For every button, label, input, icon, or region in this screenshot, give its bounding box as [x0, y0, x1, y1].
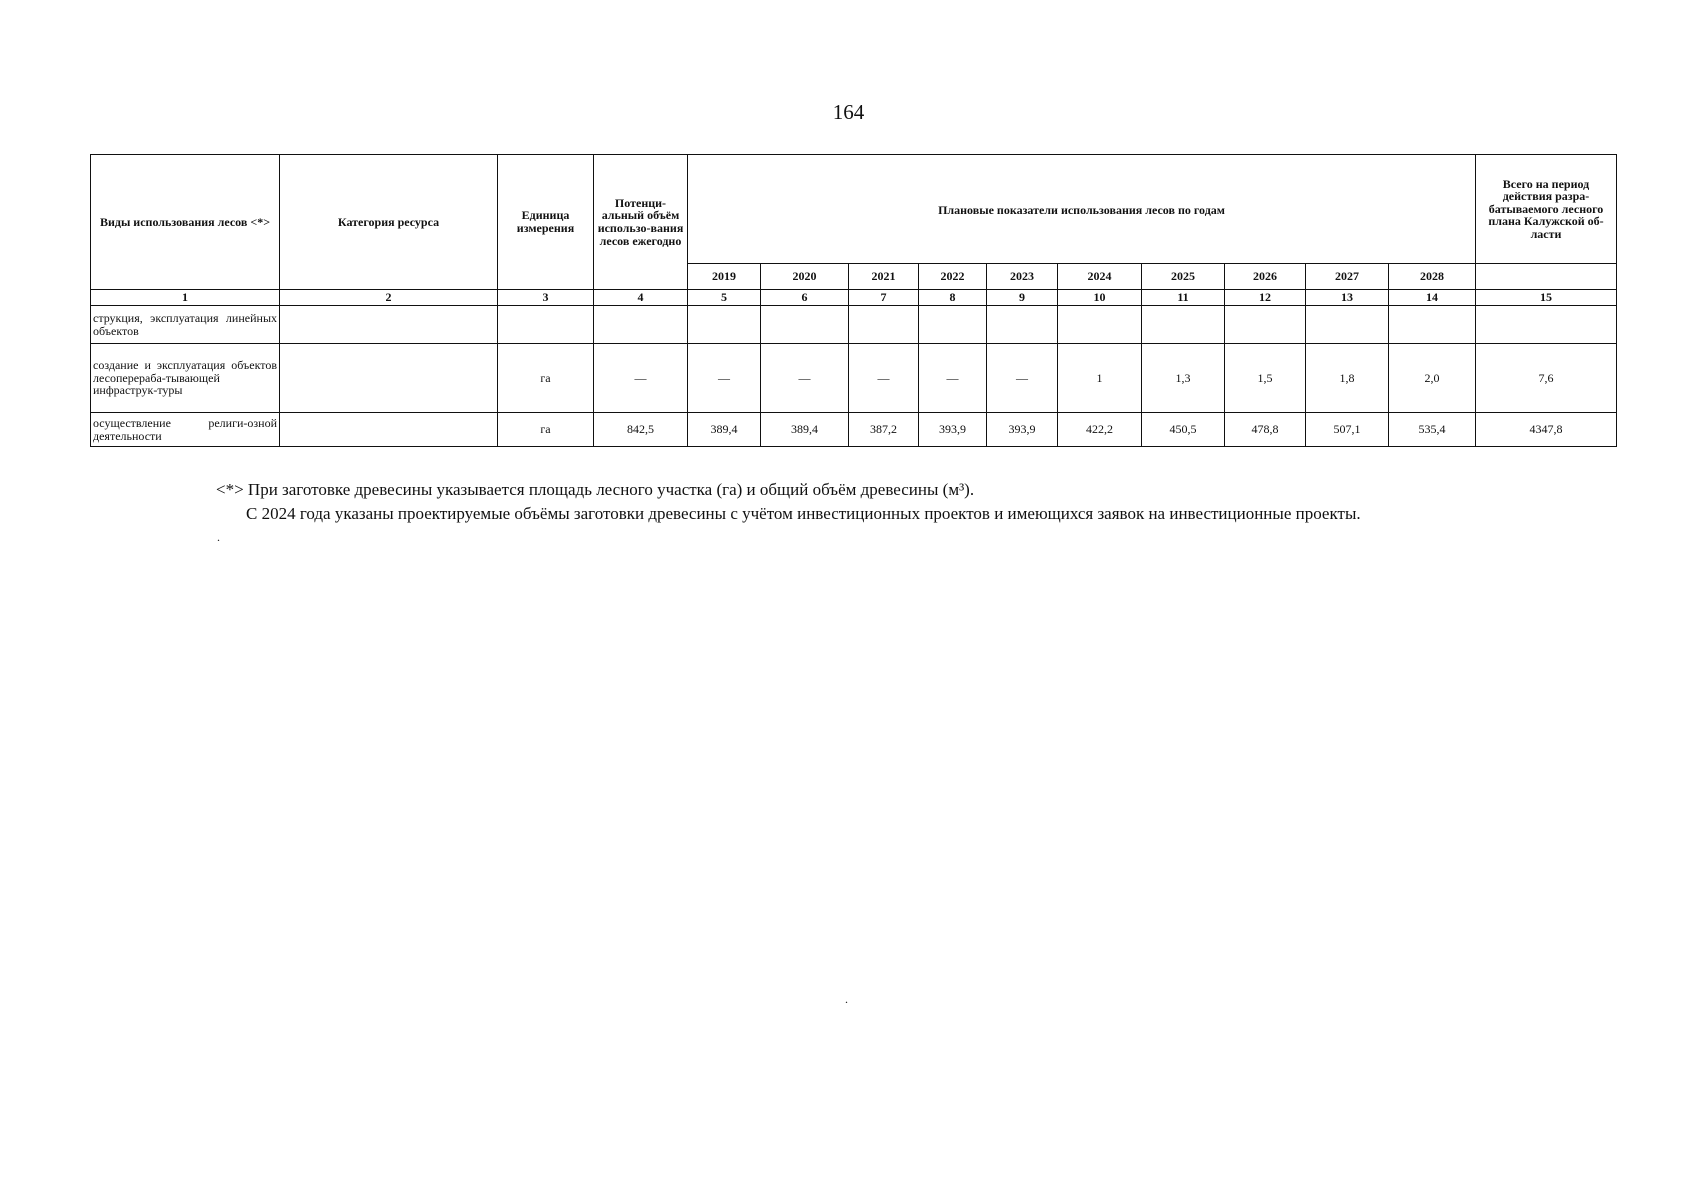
row-year-value: [1142, 306, 1225, 344]
column-number: 15: [1476, 290, 1617, 306]
row-year-value: 1,5: [1225, 344, 1306, 413]
header-year: 2019: [688, 264, 761, 290]
row-kind: осуществление религи-озной деятельности: [91, 413, 280, 447]
row-year-value: [987, 306, 1058, 344]
row-year-value: 535,4: [1389, 413, 1476, 447]
row-category: [280, 413, 498, 447]
header-category: Категория ресурса: [280, 155, 498, 290]
row-year-value: [1389, 306, 1476, 344]
row-year-value: 507,1: [1306, 413, 1389, 447]
row-kind: струкция, эксплуатация линейных объектов: [91, 306, 280, 344]
row-year-value: [688, 306, 761, 344]
row-total: 7,6: [1476, 344, 1617, 413]
row-year-value: 422,2: [1058, 413, 1142, 447]
stray-dot: .: [845, 992, 848, 1006]
header-total-empty: [1476, 264, 1617, 290]
column-number: 3: [498, 290, 594, 306]
header-unit: Единица измерения: [498, 155, 594, 290]
row-year-value: 393,9: [919, 413, 987, 447]
table-row: [91, 413, 1617, 447]
row-year-value: 2,0: [1389, 344, 1476, 413]
header-year: 2024: [1058, 264, 1142, 290]
header-year: 2022: [919, 264, 987, 290]
row-potential: [594, 306, 688, 344]
row-potential: —: [594, 344, 688, 413]
row-year-value: 1,8: [1306, 344, 1389, 413]
column-number: 2: [280, 290, 498, 306]
column-number-row: [91, 290, 1617, 306]
stray-dot: .: [217, 530, 220, 544]
header-kind: Виды использования лесов <*>: [91, 155, 280, 290]
column-number: 9: [987, 290, 1058, 306]
row-year-value: 389,4: [761, 413, 849, 447]
row-year-value: [1225, 306, 1306, 344]
row-category: [280, 306, 498, 344]
row-year-value: —: [849, 344, 919, 413]
footnote-asterisk: <*> При заготовке древесины указывается площадь лесного участка (га) и общий объём древесины (м³).: [216, 480, 975, 499]
header-potential: Потенци-альный объём использо-вания лесов ежегодно: [594, 155, 688, 290]
column-number: 7: [849, 290, 919, 306]
row-total: 4347,8: [1476, 413, 1617, 447]
row-year-value: 450,5: [1142, 413, 1225, 447]
table-row: [91, 306, 1617, 344]
row-year-value: 389,4: [688, 413, 761, 447]
header-year: 2023: [987, 264, 1058, 290]
footnotes: [216, 478, 1361, 526]
header-year: 2021: [849, 264, 919, 290]
column-number: 14: [1389, 290, 1476, 306]
row-year-value: [1058, 306, 1142, 344]
column-number: 13: [1306, 290, 1389, 306]
row-total: [1476, 306, 1617, 344]
column-number: 6: [761, 290, 849, 306]
row-year-value: —: [987, 344, 1058, 413]
row-year-value: —: [761, 344, 849, 413]
row-year-value: [1306, 306, 1389, 344]
header-year: 2020: [761, 264, 849, 290]
page-number: 164: [832, 100, 865, 124]
header-total: Всего на период действия разра-батываемого лесного плана Калужской об-ласти: [1476, 155, 1617, 264]
header-planned: Плановые показатели использования лесов по годам: [688, 155, 1476, 264]
table-row: [91, 344, 1617, 413]
column-number: 11: [1142, 290, 1225, 306]
row-year-value: —: [688, 344, 761, 413]
footnote-2024: С 2024 года указаны проектируемые объёмы заготовки древесины с учётом инвестиционных проектов и имеющихся заявок на инвестиционные проекты.: [246, 504, 1361, 523]
column-number: 12: [1225, 290, 1306, 306]
row-kind: создание и эксплуатация объектов лесоперераба-тывающей инфраструк-туры: [91, 344, 280, 413]
forest-use-plan-table: [90, 154, 1617, 447]
row-year-value: 478,8: [1225, 413, 1306, 447]
row-unit: га: [498, 413, 594, 447]
column-number: 10: [1058, 290, 1142, 306]
column-number: 5: [688, 290, 761, 306]
row-year-value: 387,2: [849, 413, 919, 447]
row-year-value: 393,9: [987, 413, 1058, 447]
row-unit: га: [498, 344, 594, 413]
column-number: 8: [919, 290, 987, 306]
row-year-value: [849, 306, 919, 344]
header-year: 2025: [1142, 264, 1225, 290]
row-unit: [498, 306, 594, 344]
row-year-value: [761, 306, 849, 344]
row-year-value: 1,3: [1142, 344, 1225, 413]
header-year: 2026: [1225, 264, 1306, 290]
row-year-value: [919, 306, 987, 344]
column-number: 1: [91, 290, 280, 306]
header-year: 2027: [1306, 264, 1389, 290]
row-year-value: 1: [1058, 344, 1142, 413]
row-year-value: —: [919, 344, 987, 413]
header-year: 2028: [1389, 264, 1476, 290]
row-category: [280, 344, 498, 413]
column-number: 4: [594, 290, 688, 306]
row-potential: 842,5: [594, 413, 688, 447]
